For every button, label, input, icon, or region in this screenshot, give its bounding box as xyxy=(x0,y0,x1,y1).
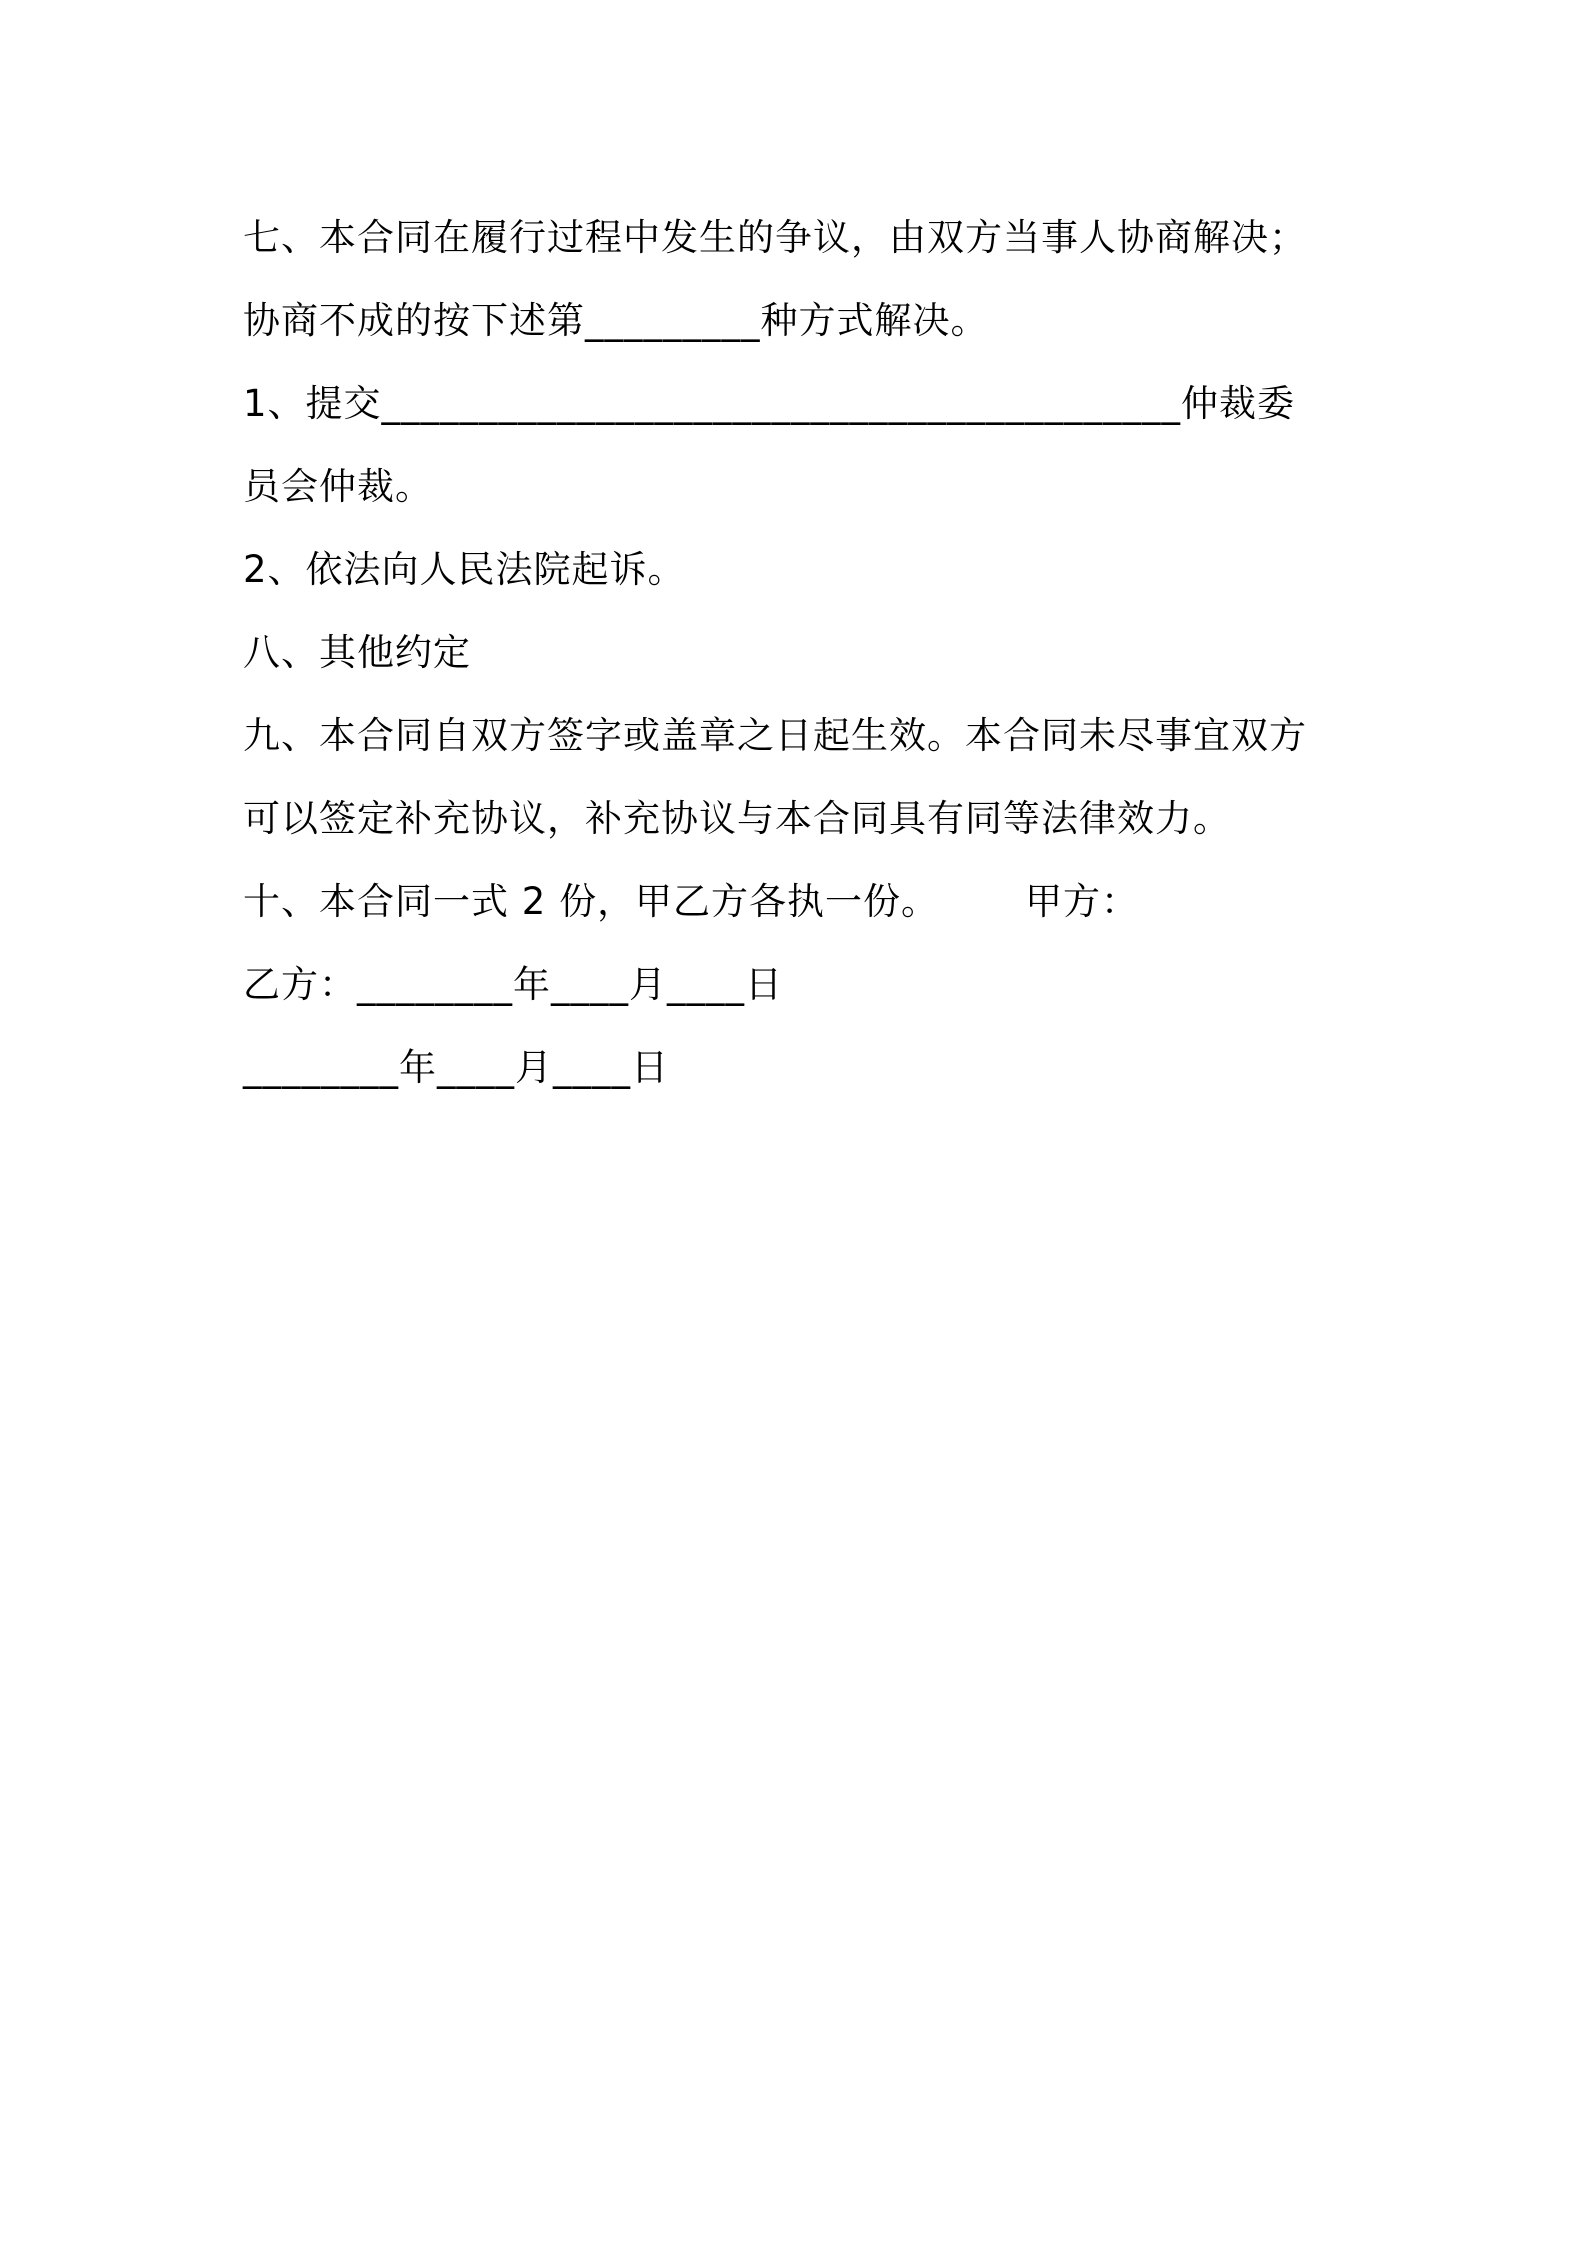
date-line: ________年____月____日 xyxy=(243,1046,669,1089)
party-a-label: 甲方： xyxy=(1025,880,1140,923)
clause-9-line-2: 可以签定补充协议，补充协议与本合同具有同等法律效力。 xyxy=(243,797,1231,840)
party-b-line: 乙方：________年____月____日 xyxy=(243,963,783,1006)
option-2-line: 2、依法向人民法院起诉。 xyxy=(243,548,686,591)
clause-9-line-1: 九、本合同自双方签字或盖章之日起生效。本合同未尽事宜双方 xyxy=(243,714,1307,757)
clause-10-line xyxy=(243,860,1353,943)
copies-text: 十、本合同一式 2 份，甲乙方各执一份。 xyxy=(243,880,940,923)
contract-body xyxy=(243,196,1353,1109)
clause-7-line-1: 七、本合同在履行过程中发生的争议，由双方当事人协商解决； xyxy=(243,216,1307,259)
clause-8-line: 八、其他约定 xyxy=(243,631,471,674)
option-1-line-2: 员会仲裁。 xyxy=(243,465,433,508)
option-1-line-1: 1、提交_________________________________________仲裁委 xyxy=(243,382,1296,425)
clause-7-line-2: 协商不成的按下述第_________种方式解决。 xyxy=(243,299,989,342)
